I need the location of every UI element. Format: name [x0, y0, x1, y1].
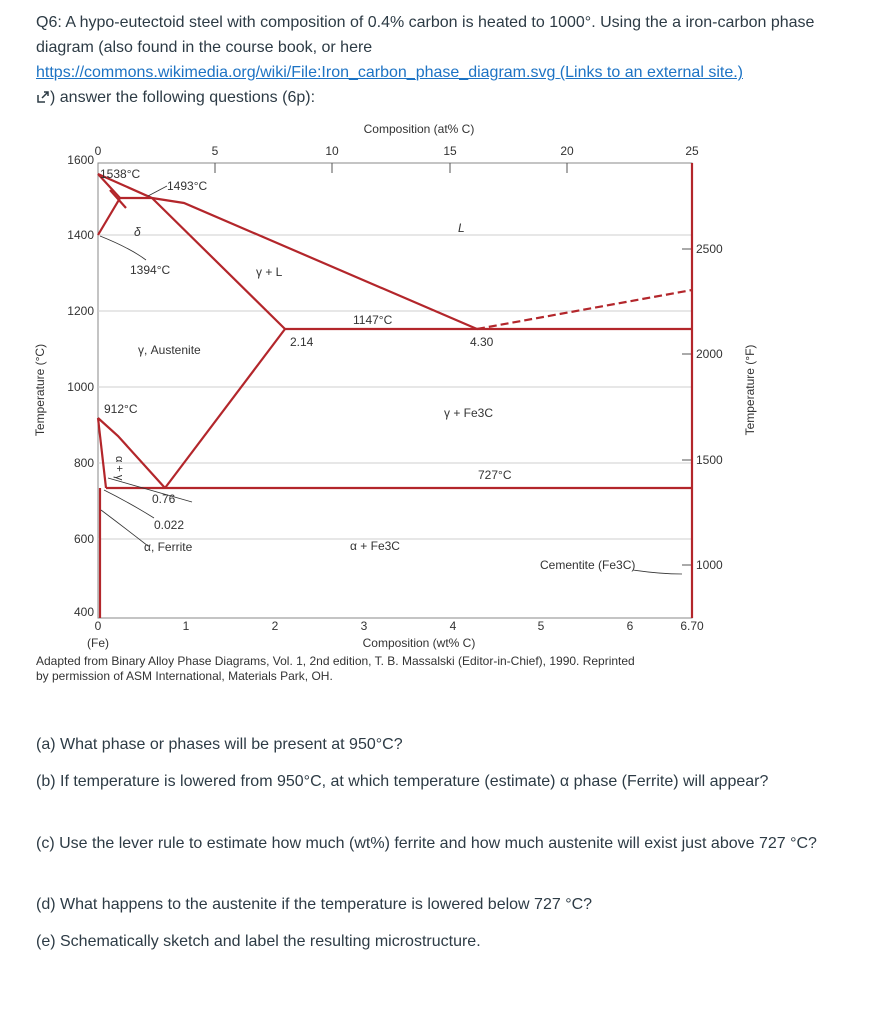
svg-text:γ + L: γ + L: [256, 265, 283, 279]
subquestion-a: (a) What phase or phases will be present at 950°C?: [36, 736, 403, 753]
svg-text:2500: 2500: [696, 242, 723, 256]
svg-text:10: 10: [325, 144, 339, 158]
svg-text:L: L: [458, 221, 465, 235]
question-title-part2: ) answer the following questions (6p):: [50, 89, 316, 106]
svg-text:1493°C: 1493°C: [167, 179, 208, 193]
svg-text:0: 0: [94, 619, 102, 633]
svg-text:5: 5: [537, 619, 545, 633]
wikimedia-link[interactable]: https://commons.wikimedia.org/wiki/File:Iron_carbon_phase_diagram.svg (Links to an external site.): [36, 64, 743, 81]
right-axis-labels: [696, 242, 723, 572]
iron-carbon-phase-diagram: [30, 118, 770, 693]
svg-text:1600: 1600: [67, 153, 94, 167]
top-axis-labels: [95, 122, 699, 158]
svg-text:α, Ferrite: α, Ferrite: [144, 540, 193, 554]
svg-text:2.14: 2.14: [290, 335, 314, 349]
caption-line-2: by permission of ASM International, Materials Park, OH.: [36, 669, 333, 683]
subquestion-d: (d) What happens to the austenite if the temperature is lowered below 727 °C?: [36, 896, 593, 913]
svg-text:0.76: 0.76: [152, 492, 176, 506]
svg-text:0.022: 0.022: [154, 518, 185, 532]
caption-line-1: Adapted from Binary Alloy Phase Diagrams, Vol. 1, 2nd edition, T. B. Massalski (Editor-in-Chief), 1990. Reprinted: [36, 654, 635, 668]
bottom-axis-labels: [87, 619, 704, 650]
svg-text:15: 15: [443, 144, 457, 158]
svg-text:400: 400: [73, 605, 94, 619]
svg-text:20: 20: [560, 144, 574, 158]
svg-text:Cementite (Fe3C): Cementite (Fe3C): [540, 558, 636, 572]
svg-text:1500: 1500: [696, 453, 723, 467]
svg-text:0: 0: [94, 144, 102, 158]
svg-text:1: 1: [182, 619, 190, 633]
svg-text:α + Fe3C: α + Fe3C: [350, 539, 400, 553]
svg-text:1000: 1000: [67, 380, 94, 394]
svg-text:727°C: 727°C: [478, 468, 512, 482]
svg-text:1400: 1400: [67, 228, 94, 242]
grid: [98, 235, 692, 539]
svg-text:6: 6: [626, 619, 634, 633]
svg-text:5: 5: [211, 144, 219, 158]
left-axis-title: Temperature (°C): [33, 343, 47, 437]
svg-text:γ + Fe3C: γ + Fe3C: [444, 406, 494, 420]
svg-text:800: 800: [73, 456, 94, 470]
svg-text:6.70: 6.70: [680, 619, 704, 633]
svg-text:25: 25: [685, 144, 699, 158]
top-axis-title: Composition (at% C): [363, 122, 475, 136]
question-intro: [36, 10, 866, 110]
svg-text:1538°C: 1538°C: [100, 167, 141, 181]
svg-text:1147°C: 1147°C: [353, 313, 393, 327]
svg-text:2: 2: [271, 619, 279, 633]
svg-text:γ, Austenite: γ, Austenite: [138, 343, 201, 357]
question-title-part1: Q6: A hypo-eutectoid steel with composition of 0.4% carbon is heated to 1000°. Using the a iron-carbon phase diagram (also found in the course book, or here: [36, 14, 815, 56]
svg-text:δ: δ: [134, 225, 141, 239]
right-axis-title: Temperature (°F): [743, 344, 757, 436]
svg-text:3: 3: [360, 619, 368, 633]
external-link-icon[interactable]: [36, 87, 50, 101]
leader-lines: [100, 186, 682, 574]
svg-text:1000: 1000: [696, 558, 723, 572]
subquestion-e: (e) Schematically sketch and label the resulting microstructure.: [36, 933, 481, 950]
subquestion-c: (c) Use the lever rule to estimate how much (wt%) ferrite and how much austenite will exist just above 727 °C?: [36, 835, 817, 852]
svg-text:4: 4: [449, 619, 457, 633]
svg-text:α + γ: α + γ: [113, 456, 125, 481]
svg-text:1394°C: 1394°C: [130, 263, 171, 277]
fe-label: (Fe): [87, 636, 109, 650]
subquestion-b: (b) If temperature is lowered from 950°C, at which temperature (estimate) α phase (Ferrite) will appear?: [36, 773, 769, 790]
svg-text:1200: 1200: [67, 304, 94, 318]
svg-text:4.30: 4.30: [470, 335, 494, 349]
svg-text:912°C: 912°C: [104, 402, 138, 416]
left-axis-labels: [67, 153, 94, 619]
liquidus-dashed: [477, 290, 692, 329]
bottom-axis-title: Composition (wt% C): [362, 636, 476, 650]
top-axis-ticks: [215, 163, 567, 173]
svg-text:600: 600: [73, 532, 94, 546]
svg-text:2000: 2000: [696, 347, 723, 361]
right-axis-ticks: [682, 249, 692, 565]
diagram-labels: [100, 167, 635, 572]
